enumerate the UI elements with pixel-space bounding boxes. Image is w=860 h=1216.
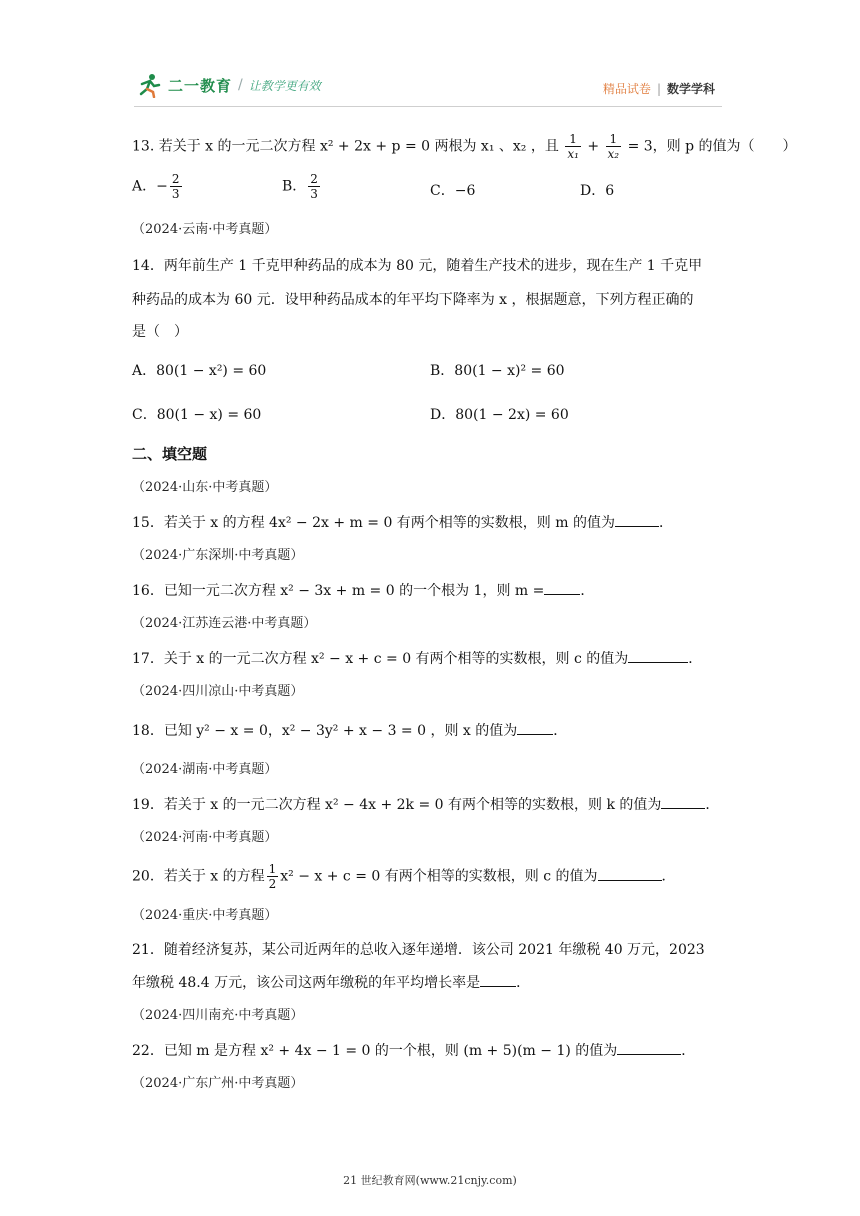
- page-footer: 21 世纪教育网(www.21cnjy.com): [343, 1174, 517, 1187]
- q18-period: ．: [553, 723, 568, 739]
- q13-a-label: A．: [132, 178, 157, 195]
- answer-blank[interactable]: [617, 1040, 681, 1055]
- q21-line-2: [132, 972, 530, 993]
- q21-line-1: 21．随着经济复苏，某公司近两年的总收入逐年递增．该公司 2021 年缴税 40 万元，2023: [132, 942, 705, 958]
- question-17: [132, 648, 702, 669]
- q16-text: 16．已知一元二次方程 x² − 3x + m = 0 的一个根为 1，则 m =: [132, 583, 545, 599]
- question-22: [132, 1040, 695, 1061]
- q13-option-b: [282, 172, 322, 201]
- q21-text: 年缴税 48.4 万元，该公司这两年缴税的年平均增长率是: [132, 975, 481, 991]
- source-label: （2024·广东广州·中考真题）: [132, 1076, 304, 1091]
- q18-text: 18．已知 y² − x = 0，x² − 3y² + x − 3 = 0 ，则 x 的值为: [132, 723, 518, 739]
- q21-period: ．: [516, 975, 531, 991]
- header-slogan: 让教学更有效: [248, 78, 321, 93]
- q13-text-b: = 3，则 p 的值为（ ）: [627, 138, 797, 155]
- q13-frac1-numerator: 1: [565, 132, 581, 147]
- question-19: [132, 794, 719, 815]
- q19-text: 19．若关于 x 的一元二次方程 x² − 4x + 2k = 0 有两个相等的实数根，则 k 的值为: [132, 797, 662, 813]
- header-divider: /: [238, 77, 243, 93]
- q13-fraction-2: [606, 132, 622, 161]
- q13-option-c: C．−6: [430, 183, 476, 199]
- q13-a-fraction: [170, 172, 182, 201]
- question-16: [132, 580, 594, 601]
- q13-text-a: 13. 若关于 x 的一元二次方程 x² + 2x + p = 0 两根为 x₁ 、x₂ ，且: [132, 138, 559, 155]
- header-tag-separator: |: [656, 82, 661, 96]
- q13-a-sign: −: [156, 178, 168, 195]
- answer-blank[interactable]: [480, 972, 516, 987]
- question-20: [132, 862, 676, 891]
- q13-b-numerator: 2: [310, 172, 318, 186]
- q20-fraction: [267, 862, 279, 891]
- answer-blank[interactable]: [615, 512, 659, 527]
- q20-period: ．: [661, 868, 676, 885]
- q20-text-a: 20．若关于 x 的方程: [132, 868, 265, 885]
- source-label: （2024·广东深圳·中考真题）: [132, 548, 304, 563]
- header-tags: [603, 80, 715, 97]
- q13-frac2-denominator: x₂: [607, 147, 620, 161]
- question-15: [132, 512, 673, 533]
- question-13-stem: [132, 132, 797, 161]
- q13-b-denominator: 3: [310, 187, 318, 201]
- brand-name: 二一教育: [168, 76, 233, 95]
- source-label: （2024·河南·中考真题）: [132, 830, 278, 845]
- header-tag-left: 精品试卷: [602, 82, 651, 96]
- runner-logo-icon: [136, 72, 162, 98]
- question-18: [132, 720, 567, 741]
- q14-option-c: C．80(1 − x) = 60: [132, 407, 262, 423]
- header-rule: [134, 106, 722, 107]
- answer-blank[interactable]: [628, 648, 688, 663]
- q16-period: ．: [580, 583, 595, 599]
- answer-blank[interactable]: [544, 580, 580, 595]
- q19-period: ．: [705, 797, 720, 813]
- q13-a-numerator: 2: [171, 172, 180, 186]
- q13-plus: +: [587, 138, 600, 155]
- header-tag-right: 数学学科: [666, 82, 715, 96]
- q17-text: 17．关于 x 的一元二次方程 x² − x + c = 0 有两个相等的实数根，则 c 的值为: [132, 651, 629, 667]
- q22-period: ．: [681, 1043, 696, 1059]
- answer-blank[interactable]: [517, 720, 553, 735]
- q20-numerator: 1: [268, 862, 277, 876]
- source-label: （2024·四川南充·中考真题）: [132, 1008, 304, 1023]
- q22-text: 22．已知 m 是方程 x² + 4x − 1 = 0 的一个根，则 (m + 5)(m − 1) 的值为: [132, 1043, 618, 1059]
- source-label: （2024·江苏连云港·中考真题）: [132, 616, 317, 631]
- q13-option-a: [132, 172, 184, 201]
- source-label: （2024·山东·中考真题）: [132, 480, 278, 495]
- source-label: （2024·四川凉山·中考真题）: [132, 684, 304, 699]
- header-logo: [136, 70, 321, 100]
- q13-b-label: B．: [282, 178, 307, 195]
- q14-line-3: 是（ ）: [132, 324, 188, 340]
- q17-period: ．: [688, 651, 703, 667]
- q13-frac2-numerator: 1: [606, 132, 622, 147]
- q13-b-fraction: [308, 172, 320, 201]
- q15-period: ．: [658, 515, 673, 531]
- q14-option-b: B．80(1 − x)² = 60: [430, 363, 565, 379]
- source-label: （2024·云南·中考真题）: [132, 222, 278, 237]
- q13-a-denominator: 3: [171, 187, 180, 201]
- q15-text: 15．若关于 x 的方程 4x² − 2x + m = 0 有两个相等的实数根，则 m 的值为: [132, 515, 615, 531]
- answer-blank[interactable]: [598, 866, 662, 881]
- q14-option-d: D．80(1 − 2x) = 60: [430, 407, 569, 423]
- answer-blank[interactable]: [661, 794, 705, 809]
- q20-denominator: 2: [268, 877, 277, 891]
- q20-text-b: x² − x + c = 0 有两个相等的实数根，则 c 的值为: [280, 868, 598, 885]
- q14-line-1: 14．两年前生产 1 千克甲种药品的成本为 80 元，随着生产技术的进步，现在生产 1 千克甲: [132, 258, 703, 274]
- q13-frac1-denominator: x₁: [567, 147, 579, 161]
- q13-option-d: D．6: [580, 183, 615, 199]
- q14-option-a: A．80(1 − x²) = 60: [132, 363, 267, 379]
- source-label: （2024·重庆·中考真题）: [132, 908, 278, 923]
- q14-line-2: 种药品的成本为 60 元．设甲种药品成本的年平均下降率为 x ，根据题意，下列方程正确的: [132, 292, 694, 308]
- source-label: （2024·湖南·中考真题）: [132, 762, 278, 777]
- section-title: 二、填空题: [132, 445, 208, 463]
- q13-fraction-1: [565, 132, 581, 161]
